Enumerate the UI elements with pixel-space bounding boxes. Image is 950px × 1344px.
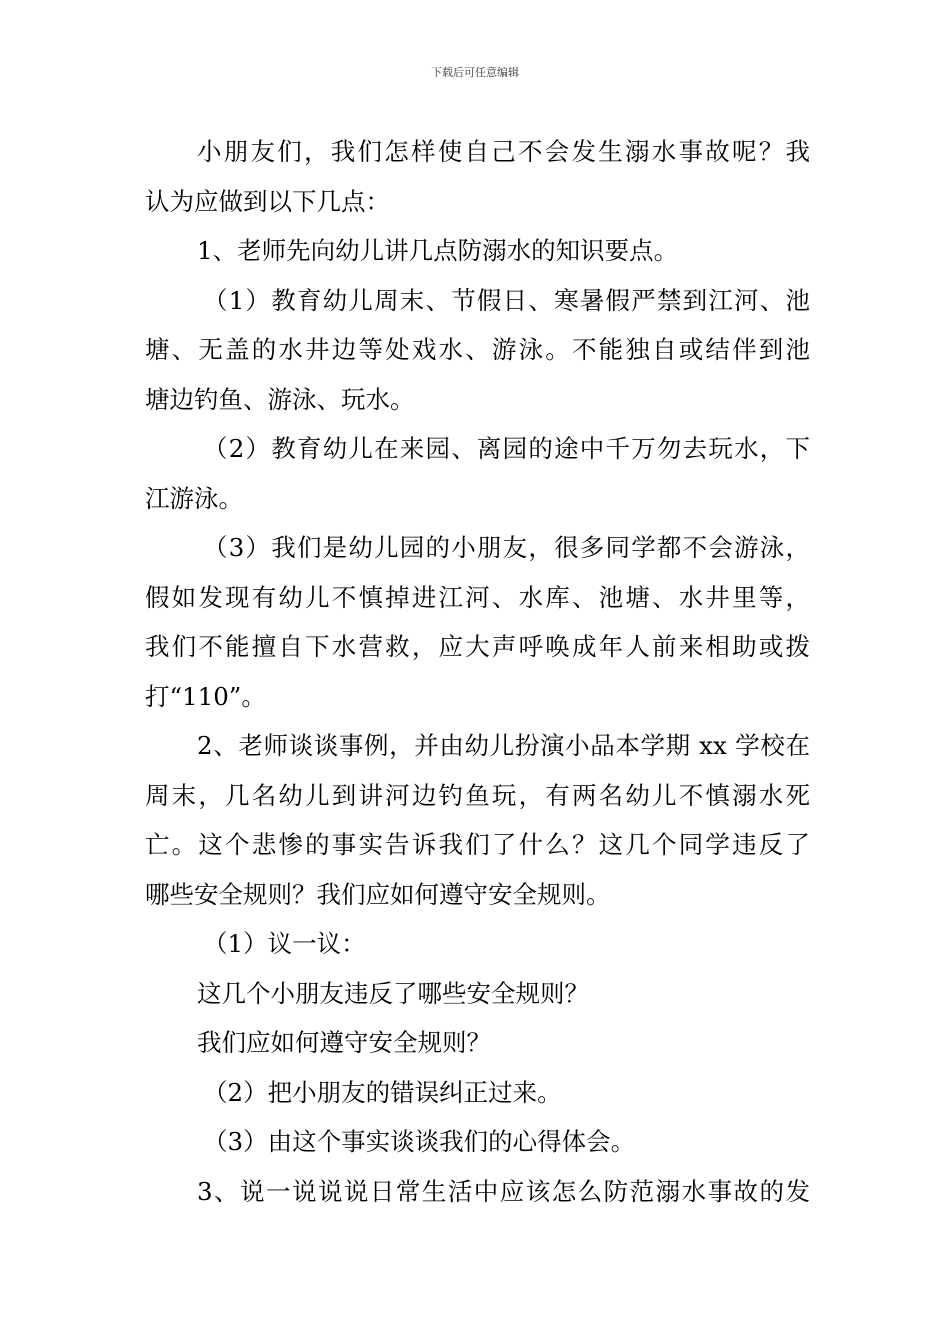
document-body <box>145 127 810 1216</box>
paragraph-line: 亡。这个悲惨的事实告诉我们了什么？这几个同学违反了 <box>145 830 810 859</box>
paragraph-line: 我们应如何遵守安全规则？ <box>197 1028 491 1057</box>
list-item-heading: 3、说一说说说日常生活中应该怎么防范溺水事故的发 <box>197 1176 810 1206</box>
paragraph-line: 哪些安全规则？我们应如何遵守安全规则。 <box>145 879 611 909</box>
sub-item-line: 江游泳。 <box>145 483 243 513</box>
sub-item-line: （1）教育幼儿周末、节假日、寒暑假严禁到江河、池 <box>203 285 810 315</box>
sub-item-line: 打“110”。 <box>145 681 266 711</box>
page-header: 下载后可任意编辑 <box>431 66 519 79</box>
sub-item-line: （2）教育幼儿在来园、离园的途中千万勿去玩水，下 <box>203 434 810 463</box>
list-item-heading: 1、老师先向幼儿讲几点防溺水的知识要点。 <box>197 236 679 265</box>
sub-item-line: （1）议一议： <box>203 929 366 958</box>
sub-item-line: 假如发现有幼儿不慎掉进江河、水库、池塘、水井里等， <box>145 582 810 612</box>
sub-item-line: 塘边钓鱼、游泳、玩水。 <box>145 384 415 414</box>
paragraph-line: 这几个小朋友违反了哪些安全规则？ <box>197 978 589 1008</box>
sub-item-line: 我们不能擅自下水营救，应大声呼唤成年人前来相助或拨 <box>145 632 810 661</box>
paragraph-line: 小朋友们，我们怎样使自己不会发生溺水事故呢？我 <box>197 137 810 166</box>
sub-item-line: （3）我们是幼儿园的小朋友，很多同学都不会游泳， <box>203 533 810 562</box>
list-item-heading: 2、老师谈谈事例，并由幼儿扮演小品本学期 xx 学校在 <box>197 731 810 760</box>
paragraph-line: 认为应做到以下几点： <box>145 186 390 216</box>
sub-item-line: 塘、无盖的水井边等处戏水、游泳。不能独自或结伴到池 <box>145 335 810 364</box>
paragraph-line: 周末，几名幼儿到讲河边钓鱼玩，有两名幼儿不慎溺水死 <box>145 780 810 810</box>
sub-item-line: （3）由这个事实谈谈我们的心得体会。 <box>203 1127 636 1156</box>
sub-item-line: （2）把小朋友的错误纠正过来。 <box>203 1077 562 1107</box>
